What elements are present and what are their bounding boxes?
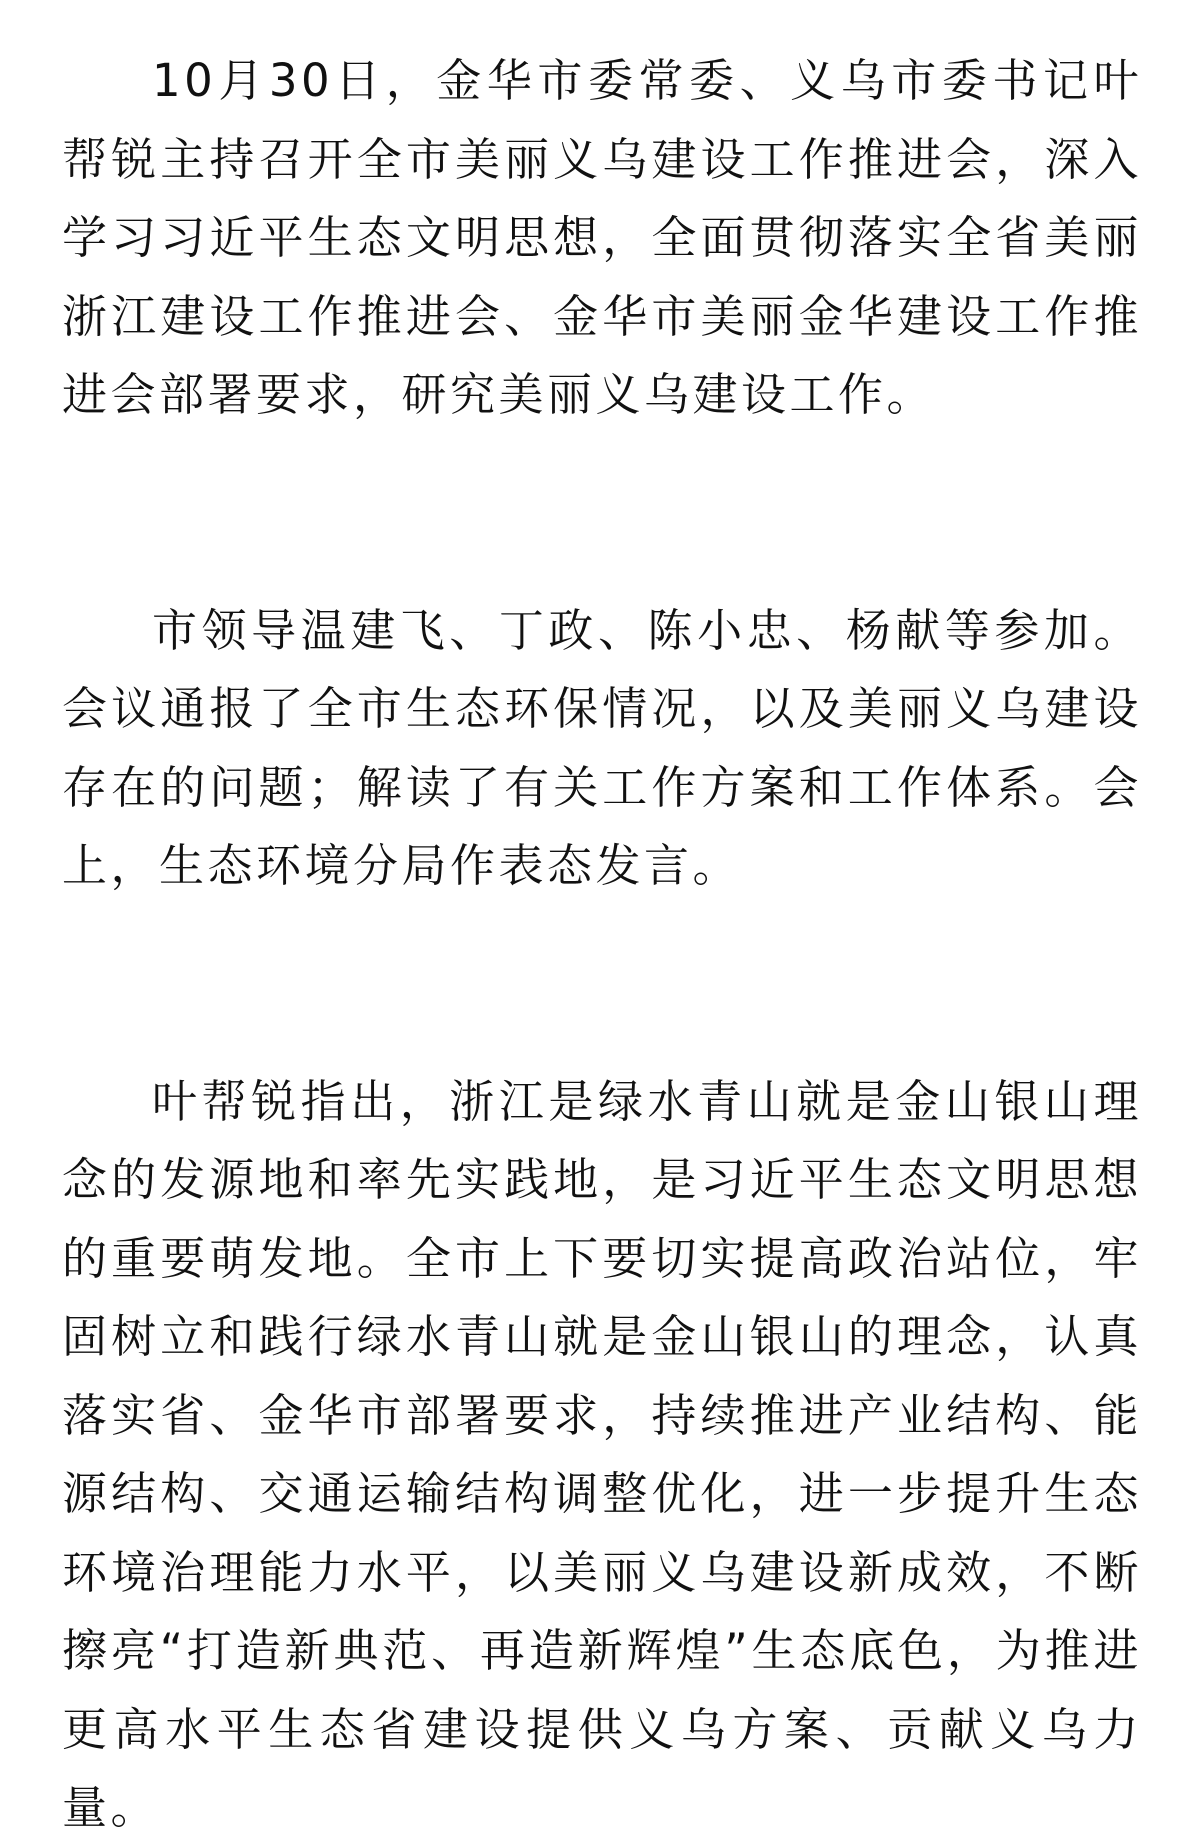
paragraph-2: 市领导温建飞、丁政、陈小忠、杨献等参加。会议通报了全市生态环保情况，以及美丽义乌建设存在的问题；解读了有关工作方案和工作体系。会上，生态环境分局作表态发言。	[62, 603, 1142, 892]
paragraph-3: 叶帮锐指出，浙江是绿水青山就是金山银山理念的发源地和率先实践地，是习近平生态文明思想的重要萌发地。全市上下要切实提高政治站位，牢固树立和践行绿水青山就是金山银山的理念，认真落实省、金华市部署要求，持续推进产业结构、能源结构、交通运输结构调整优化，进一步提升生态环境治理能力水平，以美丽义乌建设新成效，不断擦亮“打造新典范、再造新辉煌”生态底色，为推进更高水平生态省建设提供义乌方案、贡献义乌力量。	[62, 1074, 1142, 1834]
article-body	[62, 42, 1142, 1848]
paragraph-1: 10月30日，金华市委常委、义乌市委书记叶帮锐主持召开全市美丽义乌建设工作推进会，深入学习习近平生态文明思想，全面贯彻落实全省美丽浙江建设工作推进会、金华市美丽金华建设工作推进会部署要求，研究美丽义乌建设工作。	[62, 54, 1142, 421]
